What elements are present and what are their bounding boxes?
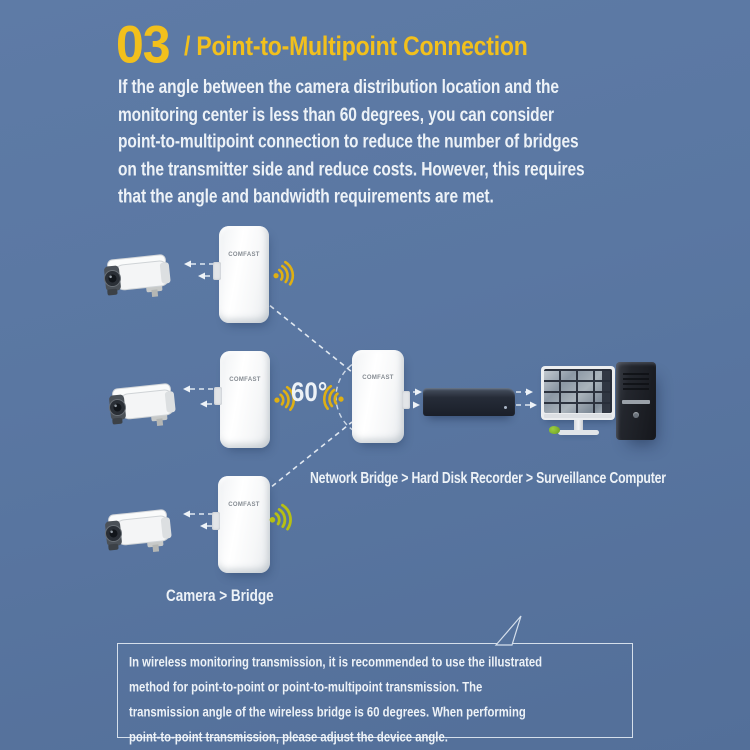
- mount-clip: [214, 387, 222, 405]
- cctv-camera-icon: [104, 507, 180, 562]
- wifi-signal-icon: [269, 259, 300, 290]
- intro-line: that the angle and bandwidth requirements are met.: [118, 185, 494, 208]
- bridge-brand-label: COMFAST: [229, 376, 261, 384]
- intro-line: point-to-multipoint connection to reduce the number of bridges: [118, 131, 579, 153]
- note-line: method for point-to-point or point-to-multipoint transmission. The: [129, 680, 483, 695]
- intro-line: If the angle between the camera distribution location and the: [118, 76, 559, 99]
- wireless-bridge: [218, 476, 270, 573]
- chain-caption: Network Bridge > Hard Disk Recorder > Surveillance Computer: [310, 469, 666, 487]
- note-text: [129, 650, 542, 750]
- intro-line: monitoring center is less than 60 degrees, you can consider: [118, 103, 554, 126]
- cctv-camera-icon: [108, 381, 184, 436]
- recorder-monitor-link: [516, 389, 537, 409]
- note-line: transmission angle of the wireless bridge is 60 degrees. When performing: [129, 705, 526, 720]
- intro-paragraph: [118, 74, 585, 211]
- section-number: 03: [116, 15, 170, 74]
- monitor-chin: [544, 414, 612, 418]
- monitor-base: [558, 430, 599, 435]
- bridge1-center-link: [263, 300, 352, 372]
- bridge-brand-label: COMFAST: [228, 251, 260, 259]
- note-line: In wireless monitoring transmission, it is recommended to use the illustrated: [129, 655, 543, 670]
- wireless-bridge-receiver: [352, 350, 404, 443]
- computer-tower: [616, 362, 656, 440]
- mount-clip: [212, 512, 220, 530]
- monitor-frame: [541, 366, 615, 420]
- wireless-bridge: [220, 351, 270, 448]
- cctv-camera-icon: [103, 252, 179, 307]
- tower-vents: [623, 370, 649, 390]
- tower-drive-bay: [622, 400, 650, 404]
- camera-bridge-caption: Camera > Bridge: [166, 586, 274, 605]
- hard-disk-recorder: [423, 388, 515, 416]
- mount-clip: [213, 262, 221, 280]
- recorder-led: [504, 406, 507, 409]
- note-line: point-to-point transmission, please adjust the device angle.: [129, 730, 448, 745]
- angle-label: 60°: [291, 378, 328, 408]
- note-box: [117, 643, 633, 745]
- desk-plant-icon: [549, 426, 560, 434]
- wireless-bridge: [219, 226, 269, 323]
- mount-clip: [402, 391, 410, 409]
- bridge-brand-label: COMFAST: [228, 501, 260, 509]
- wifi-signal-icon: [264, 501, 297, 534]
- monitor-screen-grid: [544, 369, 612, 413]
- section-title: / Point-to-Multipoint Connection: [184, 31, 528, 61]
- surveillance-monitor: [541, 366, 615, 436]
- intro-line: on the transmitter side and reduce costs. However, this requires: [118, 158, 585, 181]
- tower-power-button: [633, 412, 639, 418]
- bridge-brand-label: COMFAST: [362, 374, 394, 382]
